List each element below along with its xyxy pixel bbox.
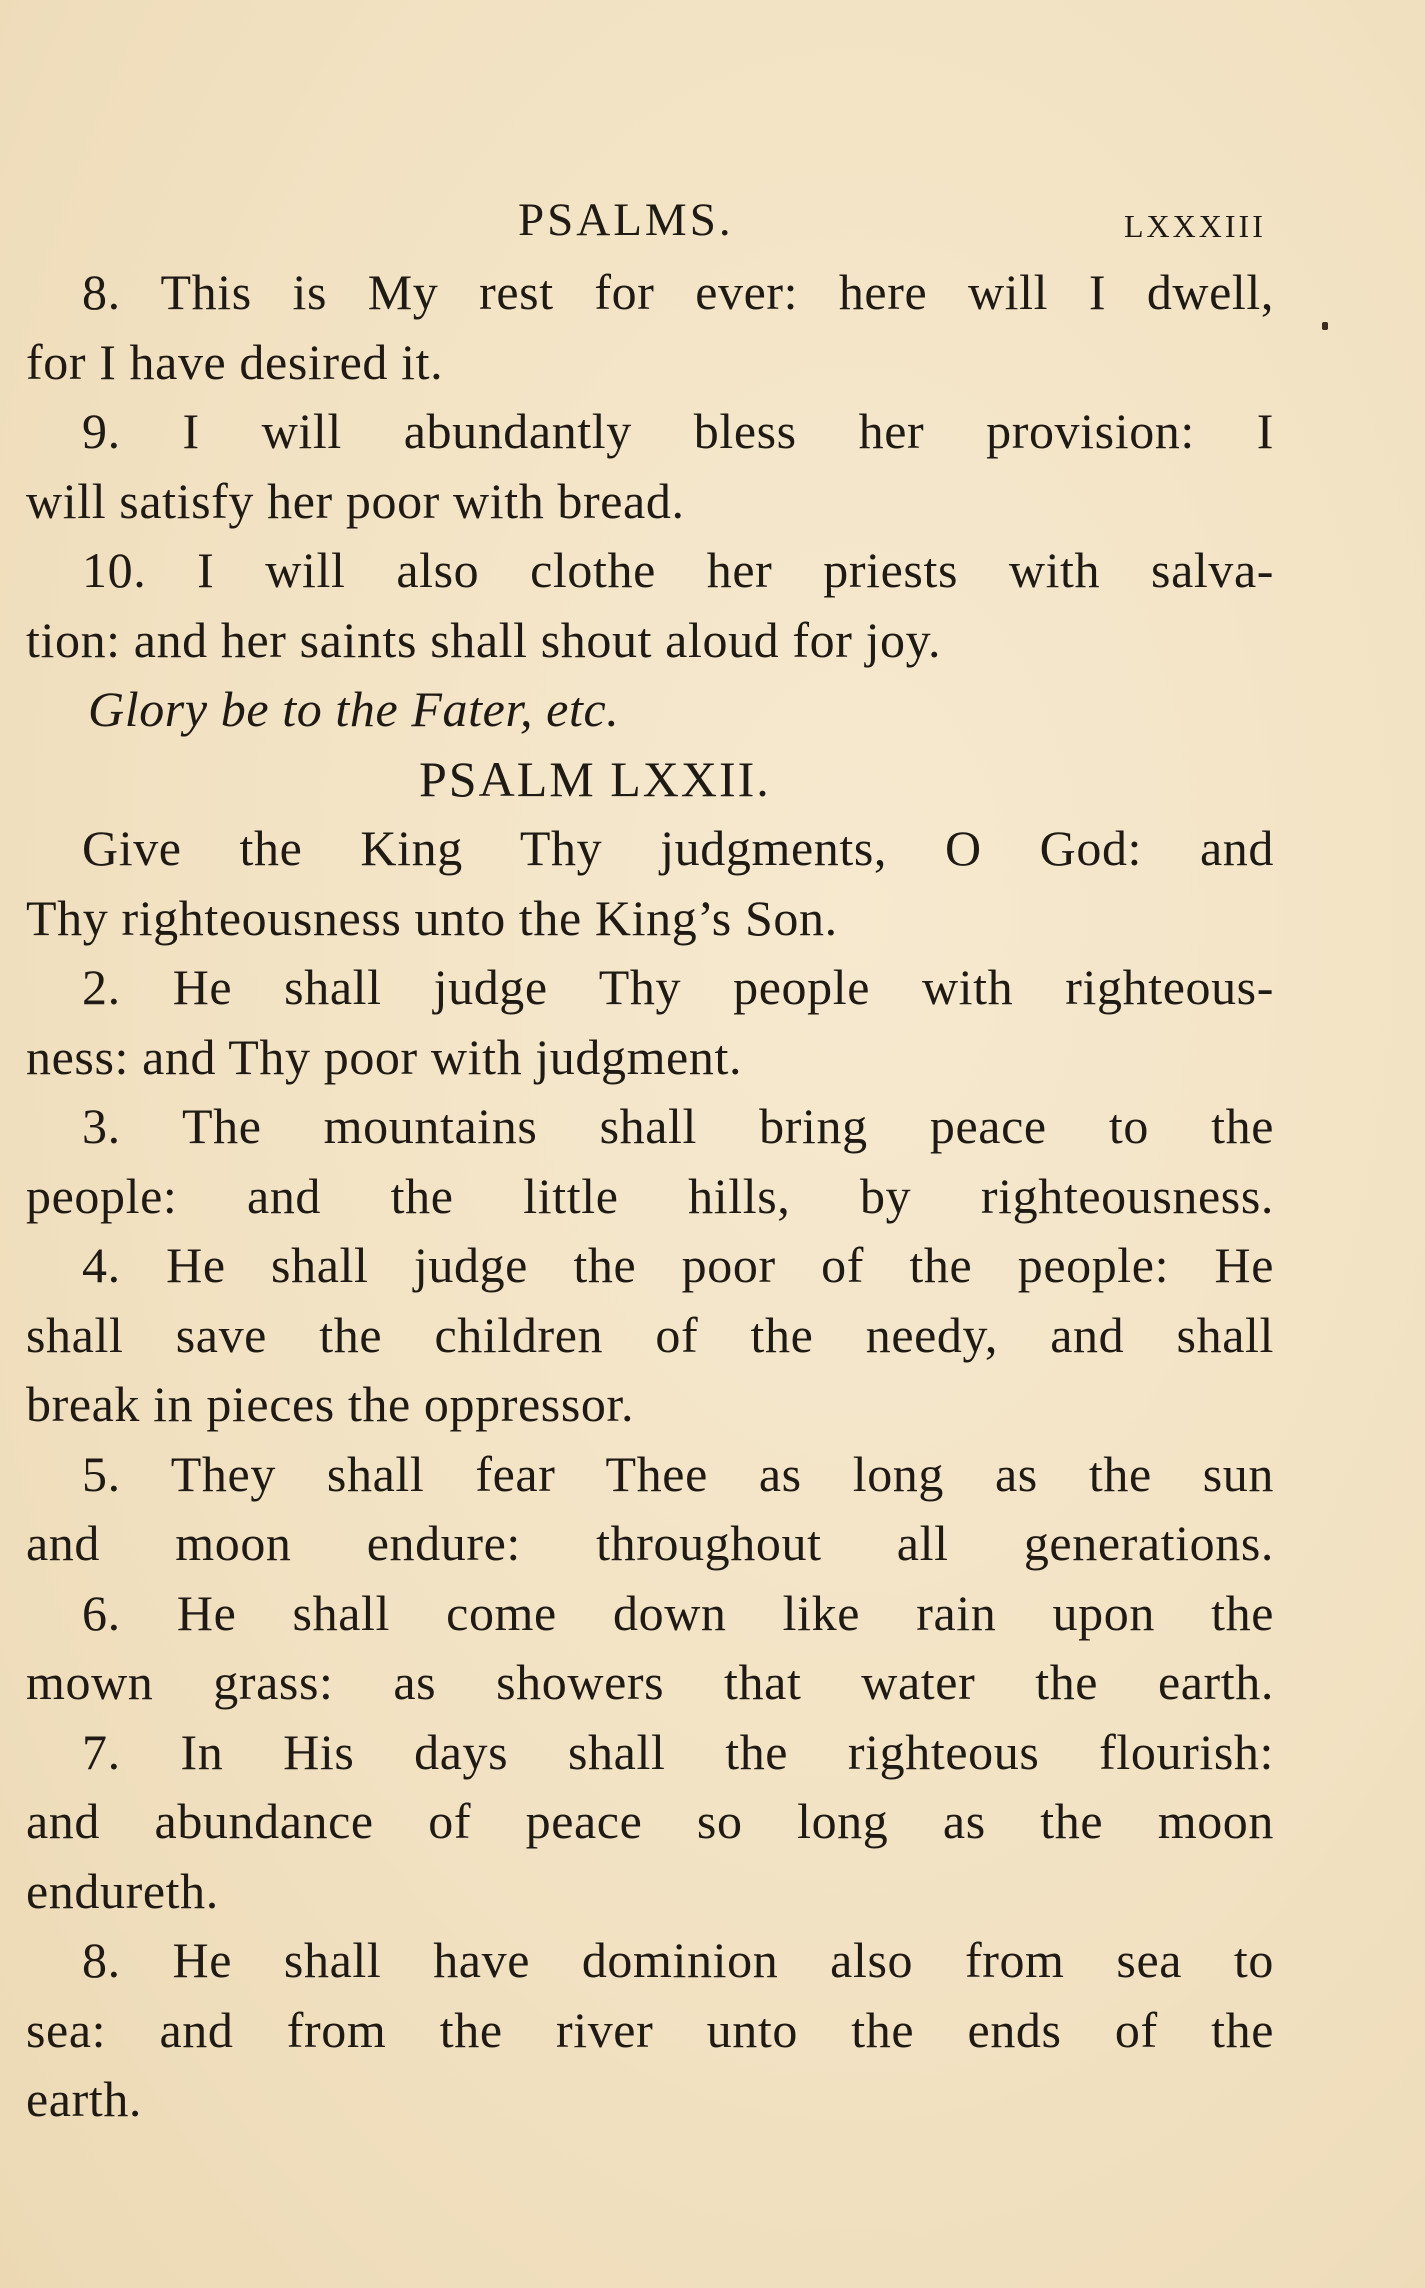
verse-10-line-1: 10. I will also clothe her priests with salva- — [82, 542, 1274, 598]
verse-8-line-2: for I have desired it. — [26, 333, 444, 390]
psalm-72-verse-2-line-2: ness: and Thy poor with judgment. — [26, 1028, 743, 1085]
psalm-72-verse-8-line-3: earth. — [26, 2071, 143, 2127]
verse-10-line-2: tion: and her saints shall shout aloud for joy. — [26, 611, 942, 668]
psalm-72-verse-8-line-2: sea: and from the river unto the ends of the — [26, 2001, 1274, 2058]
psalm-72-verse-1-line-1: Give the King Thy judgments, O God: and — [82, 820, 1274, 876]
psalm-72-verse-4-line-3: break in pieces the oppressor. — [26, 1376, 635, 1432]
psalm-72-verse-6-line-1: 6. He shall come down like rain upon the — [82, 1584, 1274, 1641]
page-number: LXXXIII — [1124, 208, 1266, 244]
psalm-72-verse-7-line-3: endureth. — [26, 1862, 219, 1919]
psalm-heading: PSALM LXXII. — [419, 750, 771, 807]
psalm-72-verse-8-line-1: 8. He shall have dominion also from sea to — [82, 1932, 1274, 1988]
verse-9-line-1: 9. I will abundantly bless her provision: I — [82, 403, 1274, 459]
psalm-text — [26, 258, 1274, 2135]
psalm-72-verse-5-line-2: and moon endure: throughout all generations. — [26, 1515, 1274, 1571]
verse-9-line-2: will satisfy her poor with bread. — [26, 472, 685, 529]
psalm-72-verse-2-line-1: 2. He shall judge Thy people with righteous- — [82, 959, 1274, 1015]
psalm-72-verse-6-line-2: mown grass: as showers that water the earth. — [26, 1654, 1274, 1710]
psalm-72-verse-5-line-1: 5. They shall fear Thee as long as the sun — [82, 1445, 1274, 1502]
running-title: PSALMS. — [518, 194, 734, 246]
running-head — [0, 190, 1425, 250]
psalm-72-verse-7-line-1: 7. In His days shall the righteous flourish: — [82, 1723, 1274, 1780]
gloria-patri: Glory be to the Fater, etc. — [88, 681, 620, 737]
verse-8-line-1: 8. This is My rest for ever: here will I dwell, — [82, 264, 1274, 320]
psalm-72-verse-7-line-2: and abundance of peace so long as the moon — [26, 1793, 1274, 1849]
psalm-72-verse-4-line-1: 4. He shall judge the poor of the people: He — [82, 1237, 1274, 1293]
ink-mark — [1322, 322, 1328, 330]
psalm-72-verse-1-line-2: Thy righteousness unto the King’s Son. — [26, 889, 838, 946]
psalm-72-verse-3-line-2: people: and the little hills, by righteousness. — [26, 1167, 1274, 1224]
psalm-72-verse-3-line-1: 3. The mountains shall bring peace to the — [82, 1098, 1274, 1154]
psalm-72-verse-4-line-2: shall save the children of the needy, and shall — [26, 1306, 1274, 1363]
